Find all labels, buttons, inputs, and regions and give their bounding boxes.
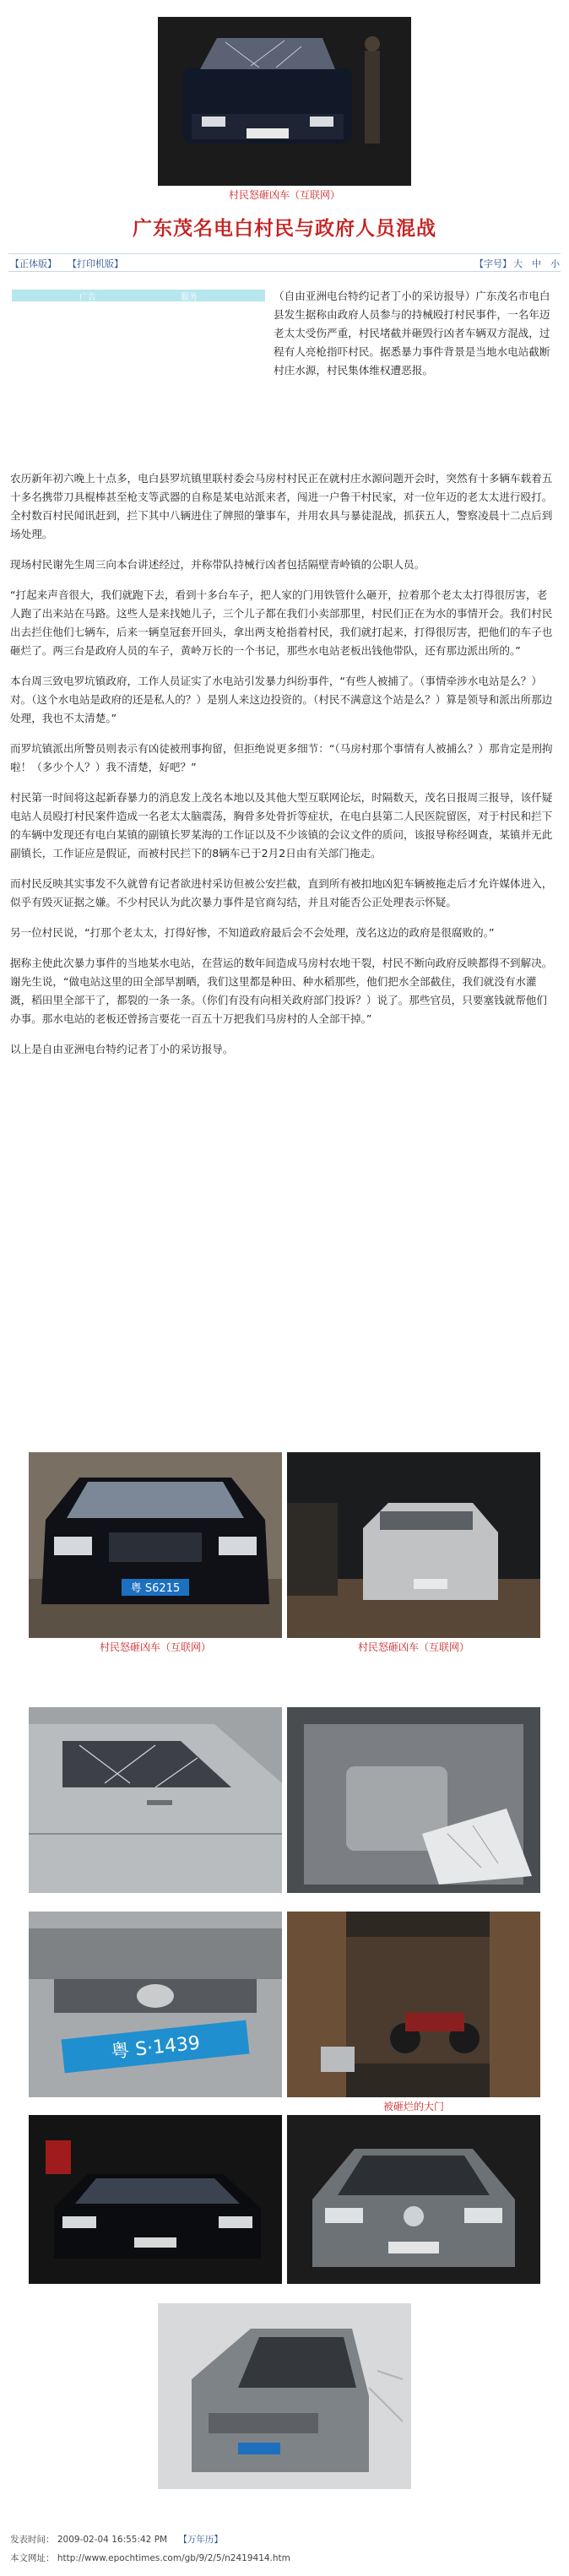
font-large-link[interactable]: 大 [513, 258, 523, 269]
gallery-caption-3: 被砸烂的大门 [382, 2101, 444, 2112]
paragraph: 而村民反映其实事发不久就曾有记者欲进村采访但被公安拦截，直到所有被扣地凶犯车辆被拖走后才允许媒体进入，似乎有毁灭证据之嫌。不少村民认为此次暴力事件是官商勾结，并且对能否公正处理表示怀疑。 [10, 877, 553, 908]
print-link[interactable]: 【打印机版】 [68, 258, 123, 269]
font-size-label: 【字号】 [474, 258, 512, 269]
gallery-photo [158, 2303, 411, 2489]
gallery-photo [287, 2115, 540, 2284]
paragraph: “打起来声音很大，我们就跑下去，看到十多台车子，把人家的门用铁管什么砸开，拉着那个老太太打得很厉害，老人跑了出来站在马路。这些人是来找她儿子，三个儿子都在我们小卖部那里，村民们正在为水的事情开会。我们村民出去拦住他们七辆车，后来一辆皇冠套开回头，拿出两支枪指着村民，我们就打起来，打得很厉害，把他们的车子也砸烂了。两三台是政府人员的车子，黄岭万长的一个书记，那些水电站老板出钱他带队，还有那边派出所的。” [10, 588, 553, 657]
paragraph: 据称主使此次暴力事件的当地某水电站，在营运的数年间造成马房村农地干裂，村民不断向政府反映都得不到解决。谢先生说，“做电站这里的田全部旱割晒，我们这里都是种田、种水稻那些，他们把水全部截住，我们就没有水灌溉，稻田里全部干了，都裂的一条一条。（你们有没有向相关政府部门投诉？）说了。那些官员，只要塞钱就帮他们办事。那水电站的老板还曾扬言要花一百五十万把我们马房村的人全部干掉。” [10, 957, 553, 1025]
gallery-photo [29, 1912, 282, 2097]
article-url-link[interactable]: http://www.epochtimes.com/gb/9/2/5/n2419414.htm [57, 2553, 290, 2563]
article-body [10, 469, 554, 1059]
plate-2: 粤 S·1439 [110, 2032, 202, 2064]
footer-url [10, 2552, 290, 2564]
paragraph: 本台周三致电罗坑镇政府，工作人员证实了水电站引发暴力纠纷事件，“有些人被捕了。（事情牵涉水电站是么？）对。（这个水电站是政府的还是私人的？）是别人来这边投资的。（村民不满意这个站是么？）算是领导和派出所那边处理，我也不太清楚。” [10, 675, 553, 724]
plate-1: 粤 S6215 [130, 1582, 181, 1595]
gallery-caption-1: 村民怒砸凶车（互联网） [99, 1641, 211, 1653]
calendar-link[interactable]: 【万年历】 [178, 2535, 223, 2545]
footer-time [10, 2533, 223, 2546]
paragraph: 农历新年初六晚上十点多，电白县罗坑镇里联村委会马房村村民正在就村庄水源问题开会时，突然有十多辆车载着五十多名携带刀具棍棒甚至枪支等武器的自称是某电站派来者，闯进一户鲁干村民家，对一位年迈的老太太进行殴打。全村数百村民闻讯赶到，拦下其中八辆进住了牌照的肇事车，并用农具与暴徒混战，抓获五人，警察凌晨十二点后到场处理。 [10, 472, 553, 540]
paragraph: 而罗坑镇派出所警员则表示有凶徒被刑事拘留，但拒绝说更多细节：“（马房村那个事情有人被捕么？）那肯定是刑拘啦！（多少个人？）我不清楚，好吧？” [10, 742, 553, 773]
gallery-photo [287, 1452, 540, 1638]
ad-bar-right: 服务 [181, 293, 198, 302]
top-photo-caption: 村民怒砸凶车（互联网） [228, 189, 340, 201]
page-title: 广东茂名电白村民与政府人员混战 [133, 218, 436, 240]
font-small-link[interactable]: 小 [550, 258, 560, 269]
gallery-photo [29, 1707, 282, 1893]
lead-paragraph: （自由亚洲电台特约记者丁小的采访报导）广东茂名市电白县发生据称由政府人员参与的持械殴打村民事件，一名年迈老太太受伤严重，村民堵截并砸毁行凶者车辆双方混战，过程有人亮枪指吓村民。据悉暴力事件背景是当地水电站截断村庄水源，村民集体维权遭恶报。 [274, 290, 550, 377]
paragraph: 以上是自由亚洲电台特约记者丁小的采访报导。 [10, 1043, 234, 1055]
paragraph: 现场村民谢先生周三向本台讲述经过，并称带队持械行凶者包括隔壁青岭镇的公职人员。 [10, 558, 425, 571]
gallery-photo [29, 1452, 282, 1638]
time-value: 2009-02-04 16:55:42 PM [57, 2535, 168, 2545]
top-photo [158, 17, 411, 186]
url-label: 本文网址： [10, 2553, 55, 2563]
gallery-caption-2: 村民怒砸凶车（互联网） [357, 1641, 469, 1653]
article-toolbar [8, 253, 561, 272]
time-label: 发表时间： [10, 2535, 55, 2545]
paragraph: 另一位村民说，“打那个老太太，打得好惨，不知道政府最后会不会处理，茂名这边的政府是很腐败的。” [10, 926, 495, 939]
paragraph: 村民第一时间将这起新春暴力的消息发上茂名本地以及其他大型互联网论坛，时隔数天，茂名日报周三报导，该仟疑电站人员殴打村民案件造成一名老太太脑震荡，胸骨多处骨折等症状，在电白县第二人民医院留医，对于村民和拦下的车辆中发现还有电白某镇的副镇长罗某海的工作证以及不少该镇的会议文件的质问，该报导称经调查，某镇并无此副镇长，工作证应是假证，而被村民拦下的8辆车已于2月2日由有关部门拖走。 [10, 791, 553, 860]
ad-bar[interactable] [12, 290, 265, 301]
home-link[interactable]: 【正体版】 [10, 258, 57, 269]
gallery-photo [287, 1707, 540, 1893]
font-medium-link[interactable]: 中 [532, 258, 541, 269]
gallery-photo [29, 2115, 282, 2284]
gallery-photo [287, 1912, 540, 2097]
ad-bar-left: 广告 [79, 293, 96, 302]
